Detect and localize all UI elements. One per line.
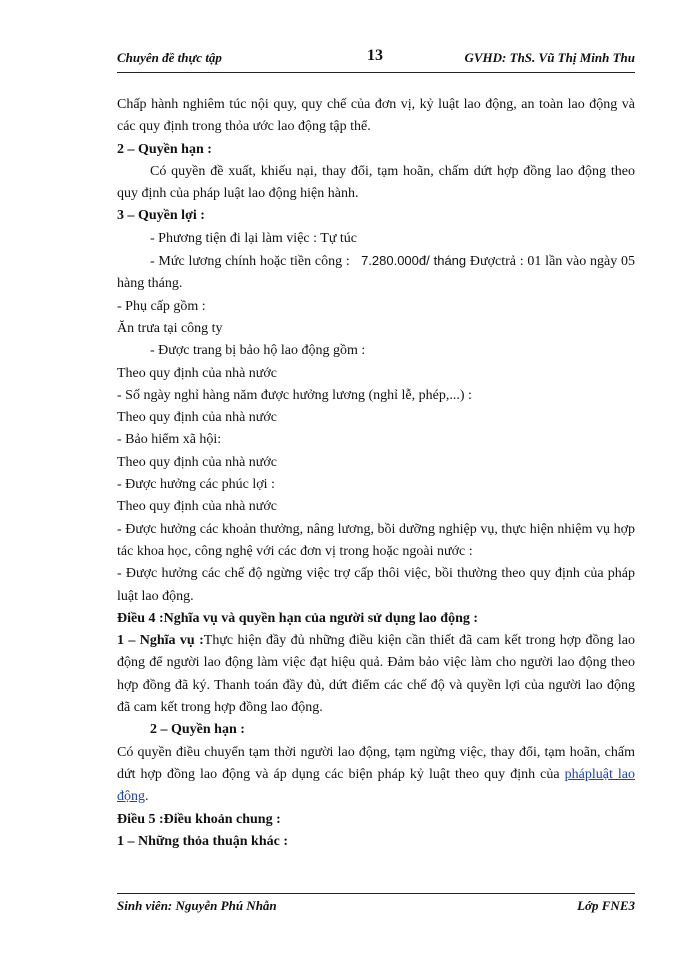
page-header (117, 48, 635, 68)
list-value: Theo quy định của nhà nước (117, 365, 278, 381)
rights-text: Có quyền điều chuyển tạm thời người lao động, tạm ngừng việc, thay đổi, tạm hoãn, chấm dứt hợp đồng lao động và áp dụng các biện pháp kỷ luật theo quy định của (117, 744, 635, 782)
duty-label: 1 – Nghĩa vụ : (117, 633, 204, 649)
paragraph: Có quyền đề xuất, khiếu nại, thay đổi, tạm hoãn, chấm dứt hợp đồng lao động theo quy định của pháp luật lao động hiện hành. (117, 163, 635, 202)
list-item: - Được hưởng các phúc lợi : (117, 477, 275, 493)
article-heading: Điều 4 :Nghĩa vụ và quyền hạn của người sử dụng lao động : (117, 610, 479, 626)
document-body (117, 94, 635, 853)
duty-text: Thực hiện đầy đủ những điều kiện cần thiết đã cam kết trong hợp đồng lao động để người lao động làm việc đạt hiệu quả. Đảm bảo việc làm cho người lao động theo hợp đồng đã ký. Thanh toán đầy đủ, dứt điểm các chế độ và quyền lợi của người lao động đã cam kết trong hợp đồng lao động. (117, 633, 635, 716)
law-link[interactable]: phápluật lao động (117, 766, 636, 805)
footer-rule (117, 893, 635, 894)
list-item: - Được hưởng các khoản thưởng, nâng lương, bồi dưỡng nghiệp vụ, thực hiện nhiệm vụ hợp tác khoa học, công nghệ với các đơn vị trong hoặc ngoài nước : (117, 521, 635, 559)
header-advisor: GVHD: ThS. Vũ Thị Minh Thu (464, 50, 635, 65)
paragraph (117, 742, 635, 809)
list-value: Theo quy định của nhà nước (117, 454, 278, 470)
section-heading: 2 – Quyền hạn : (150, 722, 245, 738)
list-value: Theo quy định của nhà nước (117, 499, 278, 515)
salary-amount: 7.280.000đ/ tháng (361, 253, 467, 269)
salary-label: - Mức lương chính hoặc tiền công : (150, 254, 350, 270)
list-item: - Được hưởng các chế độ ngừng việc trợ cấp thôi việc, bồi thường theo quy định của pháp luật lao động. (117, 566, 635, 604)
header-title: Chuyên đề thực tập (117, 50, 222, 65)
section-heading: 1 – Những thỏa thuận khác : (117, 833, 289, 849)
rights-end: . (145, 789, 149, 805)
paragraph (117, 630, 635, 719)
list-item: - Bảo hiểm xã hội: (117, 432, 222, 448)
list-value: Theo quy định của nhà nước (117, 410, 278, 426)
paragraph: Chấp hành nghiêm túc nội quy, quy chế của đơn vị, kỷ luật lao động, an toàn lao động và các quy định trong thỏa ước lao động tập thể. (117, 97, 635, 135)
list-item: - Số ngày nghỉ hàng năm được hưởng lương (nghỉ lễ, phép,...) : (117, 387, 472, 403)
section-heading: 3 – Quyền lợi : (117, 208, 205, 224)
list-item: - Được trang bị bảo hộ lao động gồm : (150, 343, 366, 359)
list-value: Ăn trưa tại công ty (117, 320, 223, 336)
salary-payment: Đượctrả : 01 lần vào ngày 05 hàng tháng. (117, 254, 636, 292)
salary-line (117, 250, 635, 296)
section-heading: 2 – Quyền hạn : (117, 141, 212, 157)
footer-class: Lớp FNE3 (577, 898, 635, 913)
header-rule (117, 72, 635, 73)
article-heading: Điều 5 :Điều khoản chung : (117, 811, 281, 827)
footer-student: Sinh viên: Nguyễn Phú Nhẫn (117, 898, 277, 913)
list-item: - Phương tiện đi lại làm việc : Tự túc (150, 230, 358, 246)
page-number: 13 (367, 47, 383, 64)
list-item: - Phụ cấp gồm : (117, 298, 206, 314)
